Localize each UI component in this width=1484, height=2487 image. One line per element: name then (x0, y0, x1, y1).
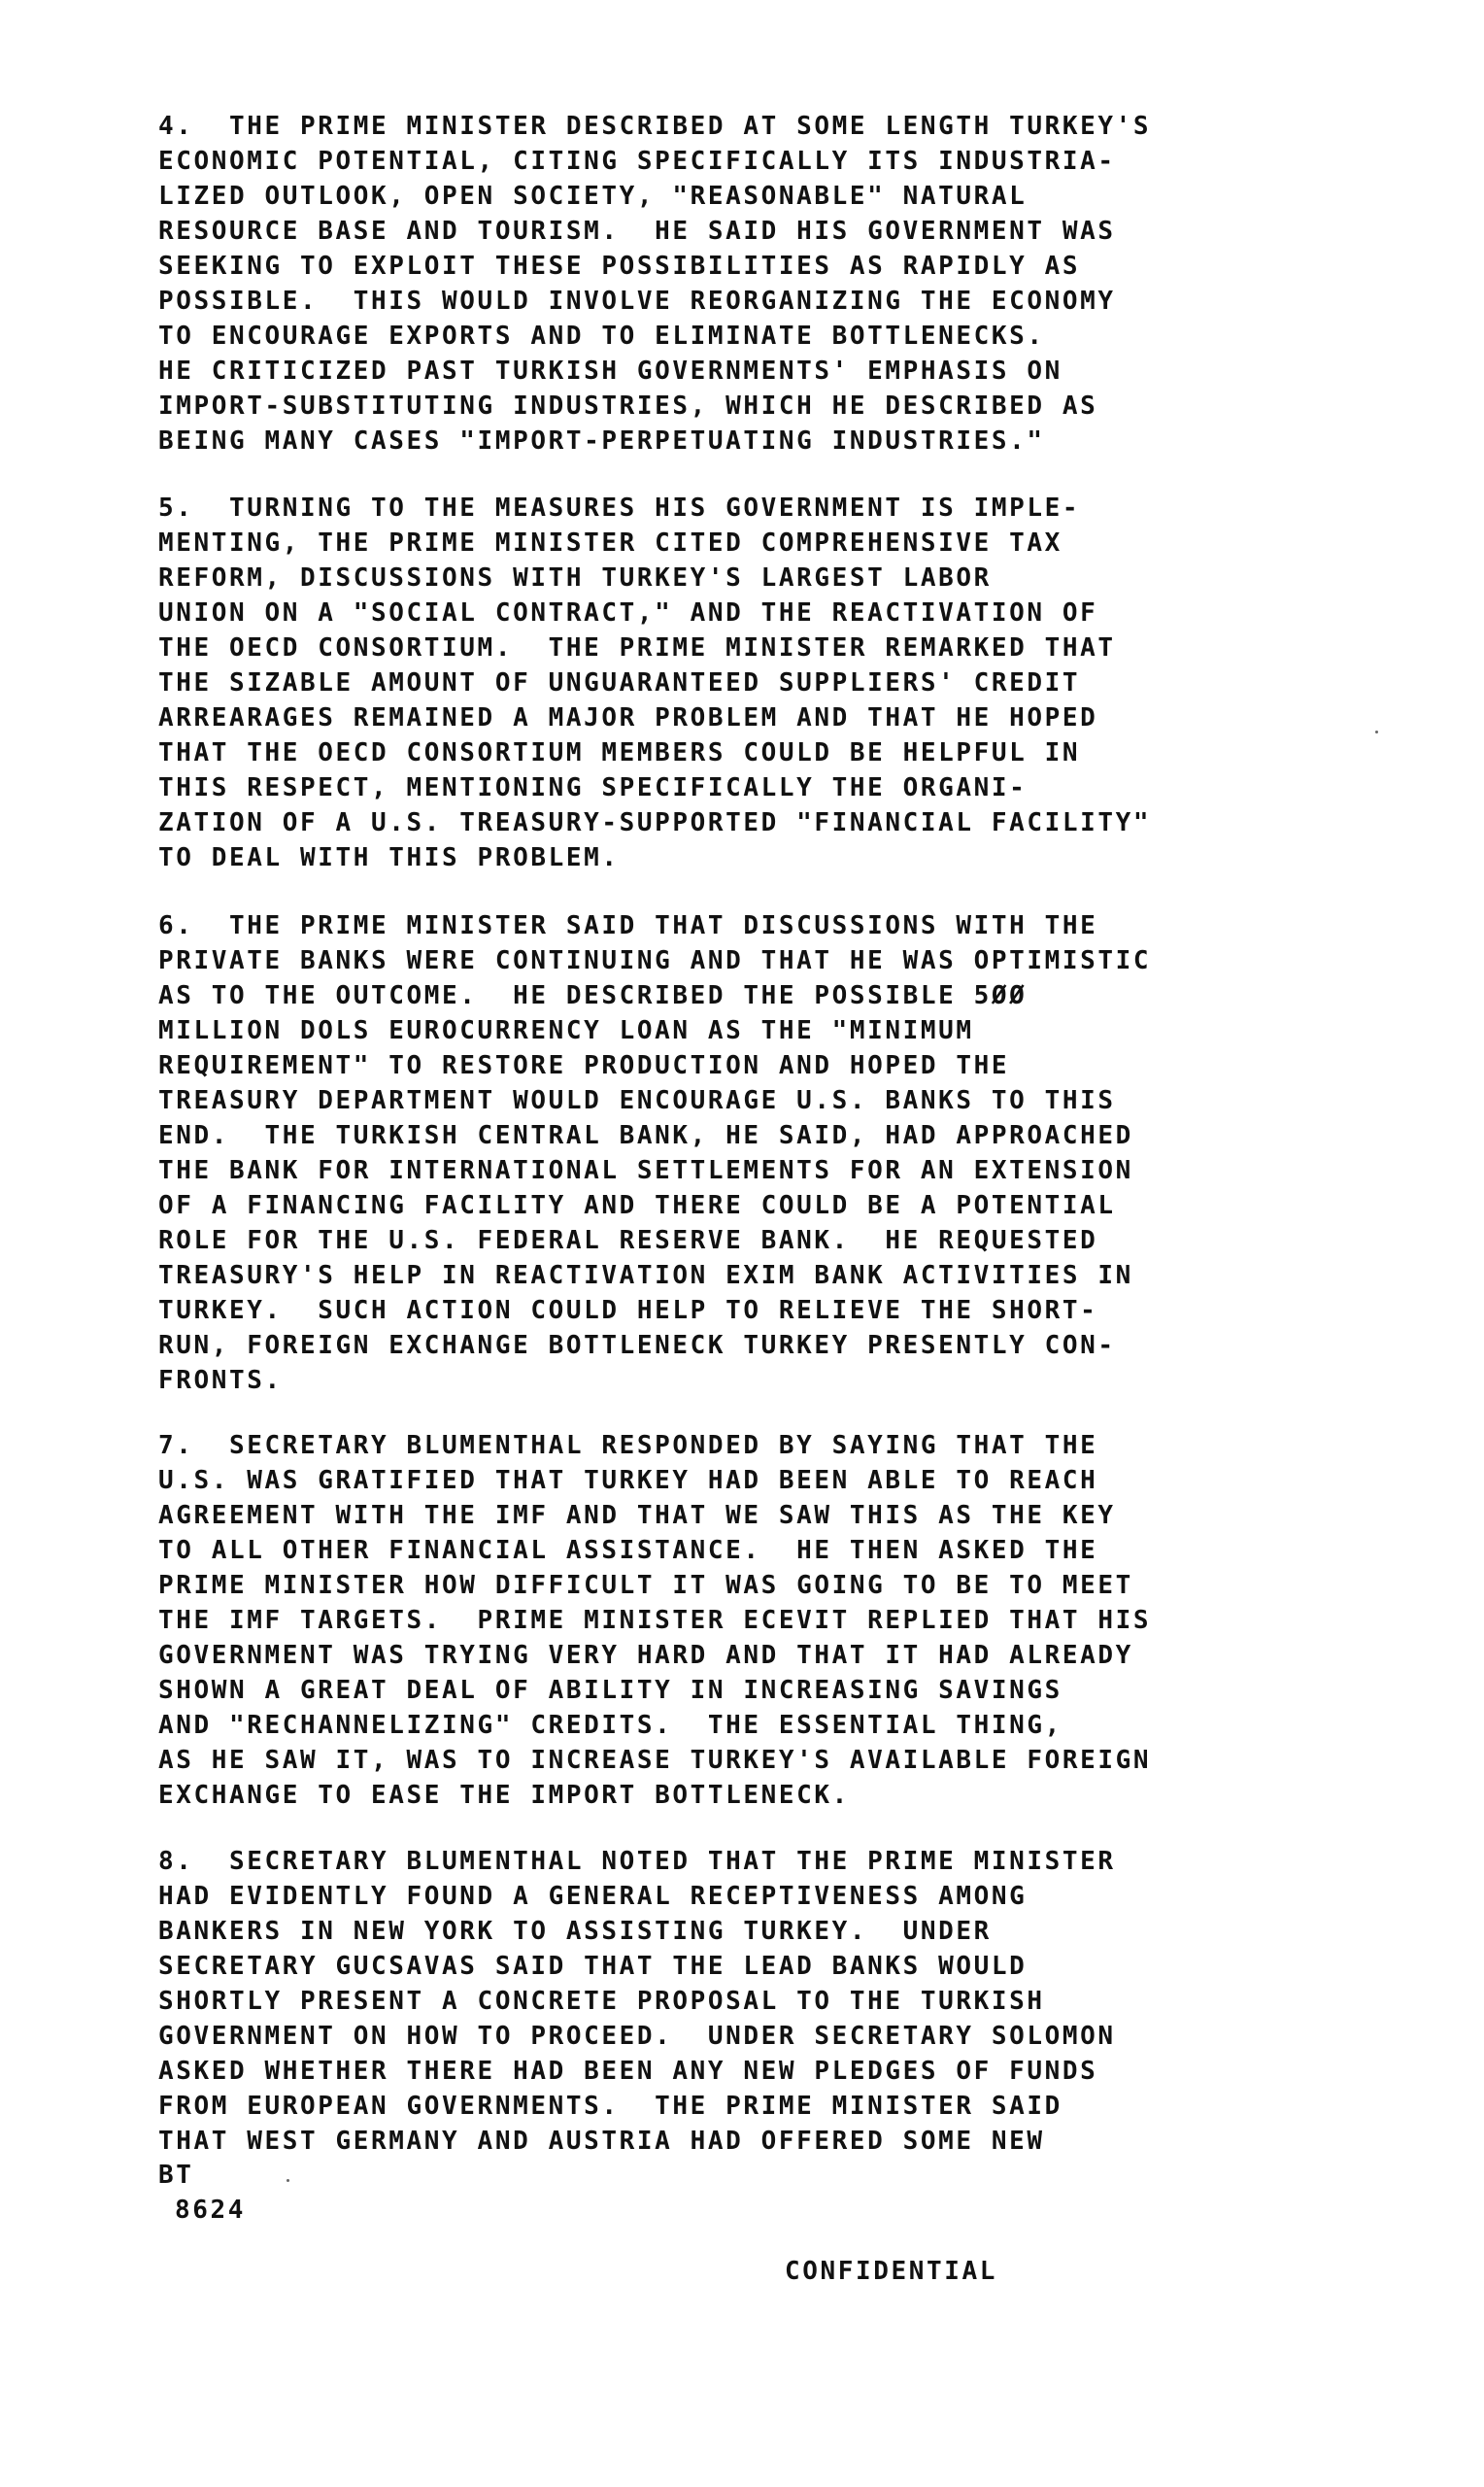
paragraph-6: 6. THE PRIME MINISTER SAID THAT DISCUSSIONS WITH THE PRIVATE BANKS WERE CONTINUING AND THAT HE WAS OPTIMISTIC AS TO THE OUTCOME. HE DESCRIBED THE POSSIBLE 5ØØ MILLION DOLS EUROCURRENCY LOAN AS THE "MINIMUM REQUIREMENT" TO RESTORE PRODUCTION AND HOPED THE TREASURY DEPARTMENT WOULD ENCOURAGE U.S. BANKS TO THIS END. THE TURKISH CENTRAL BANK, HE SAID, HAD APPROACHED THE BANK FOR INTERNATIONAL SETTLEMENTS FOR AN EXTENSION OF A FINANCING FACILITY AND THERE COULD BE A POTENTIAL ROLE FOR THE U.S. FEDERAL RESERVE BANK. HE REQUESTED TREASURY'S HELP IN REACTIVATION EXIM BANK ACTIVITIES IN TURKEY. SUCH ACTION COULD HELP TO RELIEVE THE SHORT- RUN, FOREIGN EXCHANGE BOTTLENECK TURKEY PRESENTLY CON- FRONTS. (158, 911, 1152, 1395)
break-marker: BT (158, 2161, 194, 2190)
scan-speck (287, 2179, 289, 2182)
scan-speck (1375, 731, 1378, 733)
paragraph-8: 8. SECRETARY BLUMENTHAL NOTED THAT THE PRIME MINISTER HAD EVIDENTLY FOUND A GENERAL RECEPTIVENESS AMONG BANKERS IN NEW YORK TO ASSISTING TURKEY. UNDER SECRETARY GUCSAVAS SAID THAT THE LEAD BANKS WOULD SHORTLY PRESENT A CONCRETE PROPOSAL TO THE TURKISH GOVERNMENT ON HOW TO PROCEED. UNDER SECRETARY SOLOMON ASKED WHETHER THERE HAD BEEN ANY NEW PLEDGES OF FUNDS FROM EUROPEAN GOVERNMENTS. THE PRIME MINISTER SAID THAT WEST GERMANY AND AUSTRIA HAD OFFERED SOME NEW (158, 1847, 1116, 2156)
paragraph-5: 5. TURNING TO THE MEASURES HIS GOVERNMENT IS IMPLE- MENTING, THE PRIME MINISTER CITED COMPREHENSIVE TAX REFORM, DISCUSSIONS WITH TURKEY'S LARGEST LABOR UNION ON A "SOCIAL CONTRACT," AND THE REACTIVATION OF THE OECD CONSORTIUM. THE PRIME MINISTER REMARKED THAT THE SIZABLE AMOUNT OF UNGUARANTEED SUPPLIERS' CREDIT ARREARAGES REMAINED A MAJOR PROBLEM AND THAT HE HOPED THAT THE OECD CONSORTIUM MEMBERS COULD BE HELPFUL IN THIS RESPECT, MENTIONING SPECIFICALLY THE ORGANI- ZATION OF A U.S. TREASURY-SUPPORTED "FINANCIAL FACILITY" TO DEAL WITH THIS PROBLEM. (158, 494, 1152, 872)
classification-marking: CONFIDENTIAL (785, 2257, 998, 2286)
paragraph-7: 7. SECRETARY BLUMENTHAL RESPONDED BY SAYING THAT THE U.S. WAS GRATIFIED THAT TURKEY HAD BEEN ABLE TO REACH AGREEMENT WITH THE IMF AND THAT WE SAW THIS AS THE KEY TO ALL OTHER FINANCIAL ASSISTANCE. HE THEN ASKED THE PRIME MINISTER HOW DIFFICULT IT WAS GOING TO BE TO MEET THE IMF TARGETS. PRIME MINISTER ECEVIT REPLIED THAT HIS GOVERNMENT WAS TRYING VERY HARD AND THAT IT HAD ALREADY SHOWN A GREAT DEAL OF ABILITY IN INCREASING SAVINGS AND "RECHANNELIZING" CREDITS. THE ESSENTIAL THING, AS HE SAW IT, WAS TO INCREASE TURKEY'S AVAILABLE FOREIGN EXCHANGE TO EASE THE IMPORT BOTTLENECK. (158, 1431, 1152, 1810)
paragraph-4: 4. THE PRIME MINISTER DESCRIBED AT SOME LENGTH TURKEY'S ECONOMIC POTENTIAL, CITING SPECIFICALLY ITS INDUSTRIA- LIZED OUTLOOK, OPEN SOCIETY, "REASONABLE" NATURAL RESOURCE BASE AND TOURISM. HE SAID HIS GOVERNMENT WAS SEEKING TO EXPLOIT THESE POSSIBILITIES AS RAPIDLY AS POSSIBLE. THIS WOULD INVOLVE REORGANIZING THE ECONOMY TO ENCOURAGE EXPORTS AND TO ELIMINATE BOTTLENECKS. HE CRITICIZED PAST TURKISH GOVERNMENTS' EMPHASIS ON IMPORT-SUBSTITUTING INDUSTRIES, WHICH HE DESCRIBED AS BEING MANY CASES "IMPORT-PERPETUATING INDUSTRIES." (158, 112, 1152, 456)
message-number: 8624 (175, 2196, 247, 2225)
